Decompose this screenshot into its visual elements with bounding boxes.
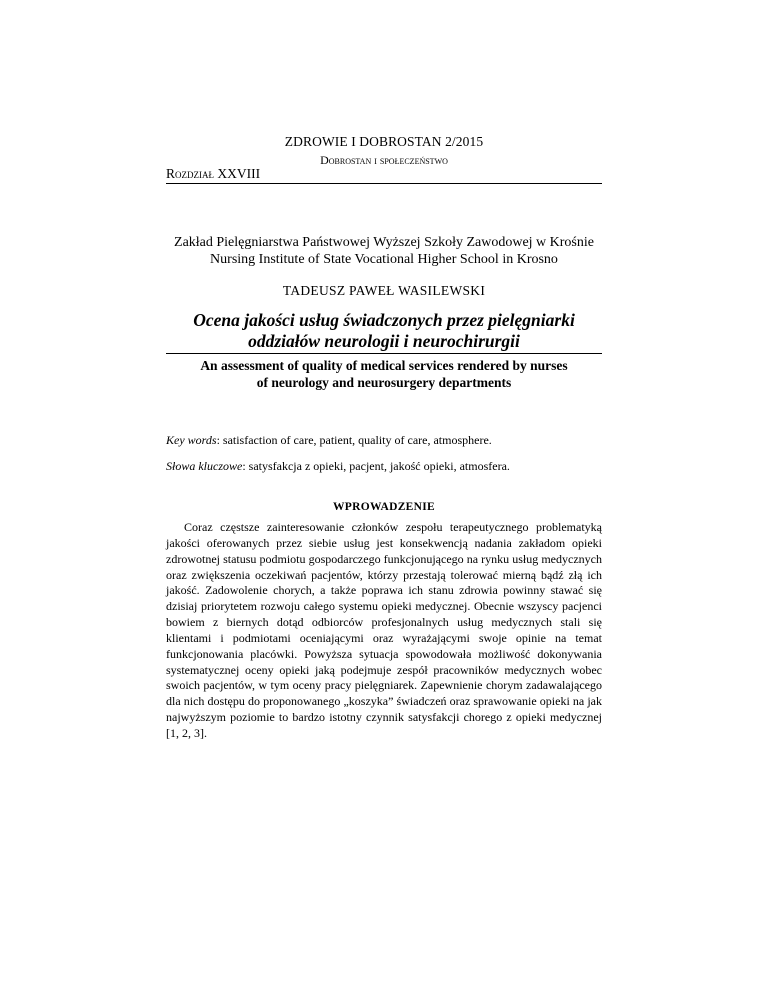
section-label: Dobrostan i społeczeństwo	[320, 153, 448, 167]
title-polish-line1: Ocena jakości usług świadczonych przez pielęgniarki	[193, 310, 575, 330]
journal-title: ZDROWIE I DOBROSTAN 2/2015	[284, 134, 484, 149]
keywords-english-label: Key words	[166, 433, 217, 447]
keywords-polish-label: Słowa kluczowe	[166, 459, 243, 473]
affiliation-english: Nursing Institute of State Vocational Higher School in Krosno	[210, 252, 558, 267]
author-name: TADEUSZ PAWEŁ WASILEWSKI	[282, 283, 486, 298]
title-polish	[0, 310, 768, 352]
keywords-english-text: : satisfaction of care, patient, quality of care, atmosphere.	[216, 433, 492, 447]
introduction-paragraph: Coraz częstsze zainteresowanie członków zespołu terapeutycznego problematyką jakości oferowanych przez siebie usług jest konsekwencją nadania zakładom opieki zdrowotnej statusu podmiotu gospodarczego funkcjonującego na rynku usług medycznych oraz zwiększenia oczekiwań pacjentów, którzy przestają tolerować mierną bądź złą ich jakość. Zadowolenie chorych, a także poprawa ich stanu zdrowia powinny stawać się dzisiaj priorytetem rozwoju całego systemu opieki medycznej. Obecnie wszyscy pacjenci bowiem z biernych dotąd odbiorców profesjonalnych usług medycznych stali się klientami i podmiotami oceniającymi oraz wyrażającymi swoje opinie na temat funkcjonowania placówki. Powyższa sytuacja spowodowała możliwość dokonywania systematycznej oceny opieki jaką podejmuje zespół pracowników medycznych wobec swoich pacjentów, w tym oceny pracy pielęgniarek. Zapewnienie chorym zadawalającego dla nich dostępu do proponowanego „koszyka” świadczeń oraz sprawowanie opieki na jak najwyższym poziomie to bardzo istotny czynnik satysfakcji chorego z opieki medycznej [1, 2, 3].	[166, 520, 602, 740]
keywords-english	[166, 433, 492, 448]
title-divider	[166, 353, 602, 354]
title-english-line1: An assessment of quality of medical services rendered by nurses	[200, 358, 568, 373]
title-english-line2: of neurology and neurosurgery departments	[256, 375, 512, 390]
introduction-heading: WPROWADZENIE	[332, 501, 435, 513]
keywords-polish-text: : satysfakcja z opieki, pacjent, jakość opieki, atmosfera.	[242, 459, 510, 473]
chapter-label: Rozdział XXVIII	[166, 166, 261, 181]
title-english	[0, 357, 768, 391]
header-divider	[166, 183, 602, 184]
keywords-polish	[166, 459, 510, 474]
title-polish-line2: oddziałów neurologii i neurochirurgii	[248, 331, 520, 351]
affiliation-polish: Zakład Pielęgniarstwa Państwowej Wyższej Szkoły Zawodowej w Krośnie	[174, 235, 594, 250]
